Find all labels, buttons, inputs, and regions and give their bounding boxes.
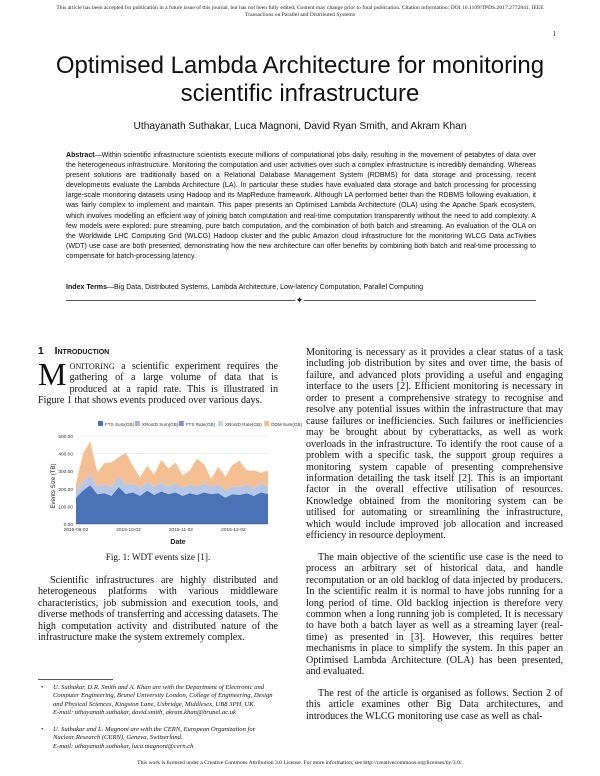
footnote-email: E-mail: uthayanath.suthakar, luca.magnoni@cern.ch — [53, 742, 194, 750]
y-tick-label: 100.00 — [58, 505, 73, 511]
section-title: Introduction — [54, 346, 110, 357]
license-footer: This work is licensed under a Creative Commons Attribution 3.0 License. For more information, see http://creativecommons.org/licenses/by/3.0/. — [137, 760, 463, 766]
intro-paragraph-1 — [38, 356, 278, 407]
publication-notice: This article has been accepted for publication in a future issue of this journal, but has not been fully edited. Content may change prior to final publication. Citation information: DOI 10.1109/TPDS.2017.2772841, IEEE — [56, 5, 544, 11]
right-paragraph-2: The main objective of the scientific use case is the need to process an arbitrary set of historical data, and handle recomputation or an old backlog of data injected by producers. In the scientific realm it is normal to have jobs running for a long period of time. Old backlog injection is therefore very common when a long running job is completed. It is necessary to have both a batch layer as well as a streaming layer (real-time) as presented in [3]. However, this requires better mechanisms in place to simplify the system. In this paper an Optimised Lambda Architecture (OLA) has been presented, and evaluated. — [306, 551, 563, 678]
x-tick-label: 2015-10-02 — [116, 528, 141, 533]
drop-cap: M — [38, 356, 67, 392]
intro-paragraph-2 — [38, 575, 278, 644]
events-size-chart — [46, 416, 303, 546]
y-tick-label: 0.00 — [63, 523, 73, 528]
right-paragraph-1: Monitoring is necessary as it provides a clear status of a task including job distribution by sites and over time, the basis of failure, and advanced plots providing a useful and engaging interface to the users [2]. Efficient monitoring is necessary in order to present a comprehensive strategy to recognise and resolve any potential issues within the infrastructure that may cause failures or inefficiencies. Such failures or inefficiencies may be brought about by cyberattacks, as well as work overloads in the infrastructure. To identify the root cause of a problem with a specific task, the support group requires a monitoring system capable of presenting comprehensive information detailing the task itself [2]. This is an important factor in the overall effective utilisation of resources. Knowledge obtained from the monitoring system can be utilised for automating or streamlining the infrastructure, which would include improved job allocation and increased efficiency in resource deployment. — [306, 347, 563, 542]
chart-legend — [98, 421, 303, 427]
legend-swatch — [264, 421, 269, 426]
y-tick-label: 400.00 — [58, 452, 73, 458]
x-axis-label: Date — [170, 539, 186, 546]
y-axis-label: Events Size (TB) — [51, 463, 57, 509]
x-tick-label: 2015-12-02 — [221, 528, 246, 533]
journal-header — [38, 5, 562, 19]
intro-paragraph-2-text: Scientific infrastructures are highly distributed and heterogeneous platforms with various middleware characteristics, job submission and execution tools, and diverse methods of transferring and accessing datasets. The high computation activity and distributed nature of the infrastructure make the system extremely complex. — [38, 575, 278, 644]
intro-text: a scientific experiment requires the gathering of a large volume of data that is produced at a rapid rate. This is illustrated in Figure 1 that shows events produced over various days. — [38, 361, 278, 407]
x-tick-label: 2015-11-02 — [168, 528, 194, 533]
figure-caption: Fig. 1: WDT events size [1]. — [105, 552, 211, 562]
legend-label: FTS Rate(GB) — [185, 422, 216, 427]
footnote-bullet: • — [41, 726, 44, 733]
legend-label: FTS Sum(GB) — [105, 422, 135, 427]
right-paragraph-3: The rest of the article is organised as follows. Section 2 of this article examines other Big Data architectures, and introduces the WLCG monitoring use case as well as chal- — [306, 687, 563, 722]
footnote-affiliation-2 — [38, 726, 278, 751]
index-terms — [66, 283, 536, 293]
legend-label: XRootD Sum(GB) — [141, 422, 179, 427]
journal-name: Transactions on Parallel and Distributed Systems — [245, 12, 355, 18]
author-list: Uthayanath Suthakar, Luca Magnoni, David Ryan Smith, and Akram Khan — [133, 121, 467, 132]
legend-swatch — [218, 421, 223, 426]
y-tick-label: 200.00 — [58, 487, 73, 493]
footnote-affiliation-1 — [38, 684, 278, 717]
x-tick-label: 2015-09-02 — [63, 528, 89, 533]
legend-swatch — [135, 421, 140, 426]
index-terms-text: —Big Data, Distributed Systems, Lambda Architecture, Low-latency Computation, Parallel Computing — [107, 284, 424, 291]
legend-label: DDM Sum(GB) — [271, 422, 303, 427]
intro-smallcaps: ONITORING — [69, 362, 115, 371]
section-number: 1 — [38, 346, 44, 357]
index-terms-label: Index Terms — [66, 284, 107, 291]
abstract-text: —Within scientific infrastructure scientists execute millions of computational jobs daily, resulting in the movement of petabytes of data over the heterogeneous infrastructure. Monitoring the computation and user activities over such a complex infrastructure is incredibly demanding. Whereas present solutions are traditionally based on a Relational Database Management System (RDBMS) for data storage and processing, recent developments evaluate the Lambda Architecture (LA). In particular these studies have evaluated data storage and batch processing for processing large-scale monitoring datasets using Hadoop and its MapReduce framework. Although LA performed better than the RDBMS following evaluation, it was fairly complex to implement and maintain. This paper presents an Optimised Lambda Architecture (OLA) using the Apache Spark ecosystem, which involves modelling an efficient way of joining batch computation and real-time computation transparently without the need to add complexity. A few models were explored: pure streaming, pure batch computation, and the combination of both batch and streaming. An evaluation of the OLA on the Worldwide LHC Computing Grid (WLCG) Hadoop cluster and the public Amazon cloud infrastructure for the monitoring WLCG Data acTivities (WDT) use case are both presented, demonstrating how the new architecture can offer benefits by combining both batch and real-time processing to compensate for batch-processing latency. — [66, 152, 536, 260]
footnote-email: E-mail: uthayanath.suthakar, david.smith, akram.khan@brunel.ac.uk — [53, 708, 236, 716]
y-tick-label: 300.00 — [58, 470, 73, 476]
footnote-text: U. Suthakar and L. Magnoni are with the CERN, European Organization for Nuclear Research (CERN), Geneva, Switzerland. — [53, 726, 256, 742]
abstract — [66, 151, 536, 262]
legend-swatch — [98, 421, 103, 426]
right-column — [306, 347, 563, 722]
legend-swatch — [179, 421, 184, 426]
divider-diamond-icon: ✦ — [295, 295, 304, 305]
paper-title: Optimised Lambda Architecture for monitoring scientific infrastructure — [55, 52, 545, 107]
page-number: 1 — [552, 30, 556, 38]
y-tick-label: 500.00 — [58, 435, 73, 440]
footnote-bullet: • — [41, 684, 44, 691]
legend-label: XRootD Rate(GB) — [224, 422, 262, 427]
footnote-rule — [38, 679, 113, 680]
footnote-text: U. Suthakar, D.R. Smith and A. Khan are with the Department of Electronic and Computer Engineering, Brunel University London, College of Engineering, Design and Physical Sciences, Kingston Lane, Uxbridge, Middlesex, UB8 3PH, UK. — [53, 684, 273, 708]
abstract-label: Abstract — [66, 152, 95, 159]
